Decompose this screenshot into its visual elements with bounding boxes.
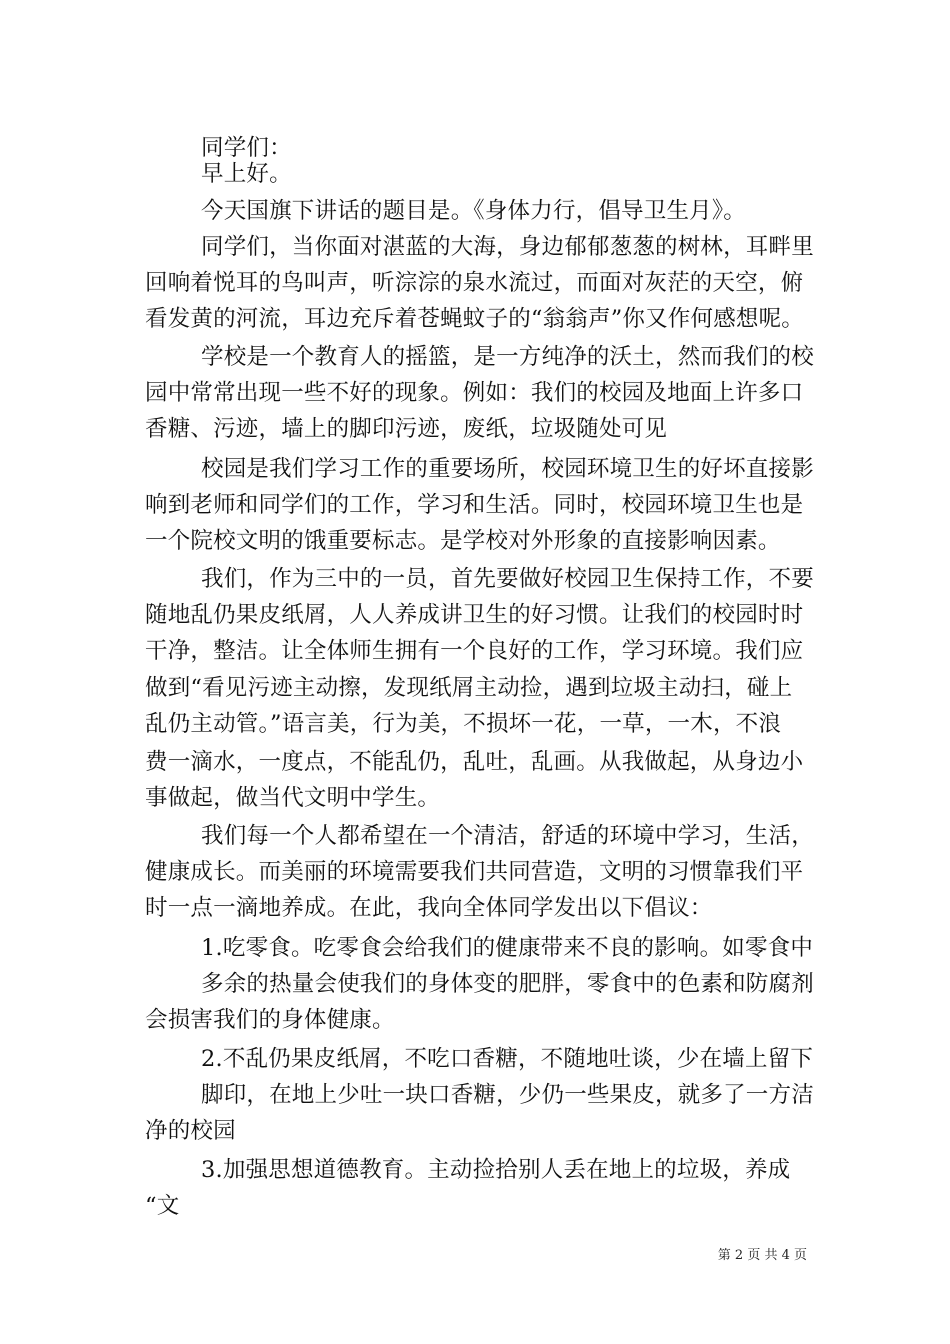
- text-line: 干净，整洁。让全体师生拥有一个良好的工作，学习环境。我们应: [145, 638, 804, 664]
- text-line: 多余的热量会使我们的身体变的肥胖，零食中的色素和防腐剂: [201, 971, 814, 997]
- text-line: 净的校园: [145, 1118, 236, 1144]
- text-line: 2.不乱仍果皮纸屑，不吃口香糖，不随地吐谈，少在墙上留下: [201, 1046, 814, 1072]
- text-line: 费一滴水，一度点，不能乱仍，乱吐，乱画。从我做起，从身边小: [145, 749, 804, 775]
- text-line: 我们每一个人都希望在一个清洁，舒适的环境中学习，生活，: [201, 823, 814, 849]
- text-line: 同学们：: [201, 135, 292, 161]
- text-line: 时一点一滴地养成。在此，我向全体同学发出以下倡议：: [145, 895, 713, 921]
- text-line: 同学们，当你面对湛蓝的大海，身边郁郁葱葱的树林，耳畔里: [201, 234, 814, 260]
- text-line: 香糖、污迹，墙上的脚印污迹，废纸，垃圾随处可见: [145, 416, 668, 442]
- text-line: 回响着悦耳的鸟叫声，听淙淙的泉水流过，而面对灰茫的天空，俯: [145, 270, 804, 296]
- text-line: 乱仍主动管。”语言美，行为美，不损坏一花，一草，一木，不浪: [145, 711, 782, 737]
- text-line: 今天国旗下讲话的题目是。《身体力行，倡导卫生月》。: [201, 198, 747, 224]
- text-line: 我们，作为三中的一员，首先要做好校园卫生保持工作，不要: [201, 566, 814, 592]
- text-line: 会损害我们的身体健康。: [145, 1007, 395, 1033]
- text-line: 事做起，做当代文明中学生。: [145, 785, 441, 811]
- text-line: 看发黄的河流，耳边充斥着苍蝇蚊子的“翁翁声”你又作何感想呢。: [145, 306, 805, 332]
- page-indicator: 第 2 页 共 4 页: [717, 1248, 807, 1263]
- text-line: 随地乱仍果皮纸屑，人人养成讲卫生的好习惯。让我们的校园时时: [145, 602, 804, 628]
- text-line: 3.加强思想道德教育。主动捡拾别人丢在地上的垃圾，养成: [201, 1157, 791, 1183]
- text-line: 校园是我们学习工作的重要场所，校园环境卫生的好坏直接影: [201, 456, 814, 482]
- text-line: 脚印，在地上少吐一块口香糖，少仍一些果皮，就多了一方洁: [201, 1082, 814, 1108]
- text-line: 做到“看见污迹主动擦，发现纸屑主动捡，遇到垃圾主动扫，碰上: [145, 675, 793, 701]
- text-line: 园中常常出现一些不好的现象。例如：我们的校园及地面上许多口: [145, 380, 804, 406]
- text-line: 一个院校文明的饿重要标志。是学校对外形象的直接影响因素。: [145, 528, 781, 554]
- text-line: 健康成长。而美丽的环境需要我们共同营造，文明的习惯靠我们平: [145, 859, 804, 885]
- text-line: 早上好。: [201, 161, 292, 187]
- text-line: “文: [145, 1193, 180, 1219]
- text-line: 学校是一个教育人的摇篮，是一方纯净的沃土，然而我们的校: [201, 344, 814, 370]
- text-line: 1.吃零食。吃零食会给我们的健康带来不良的影响。如零食中: [201, 935, 814, 961]
- text-line: 响到老师和同学们的工作，学习和生活。同时，校园环境卫生也是: [145, 492, 804, 518]
